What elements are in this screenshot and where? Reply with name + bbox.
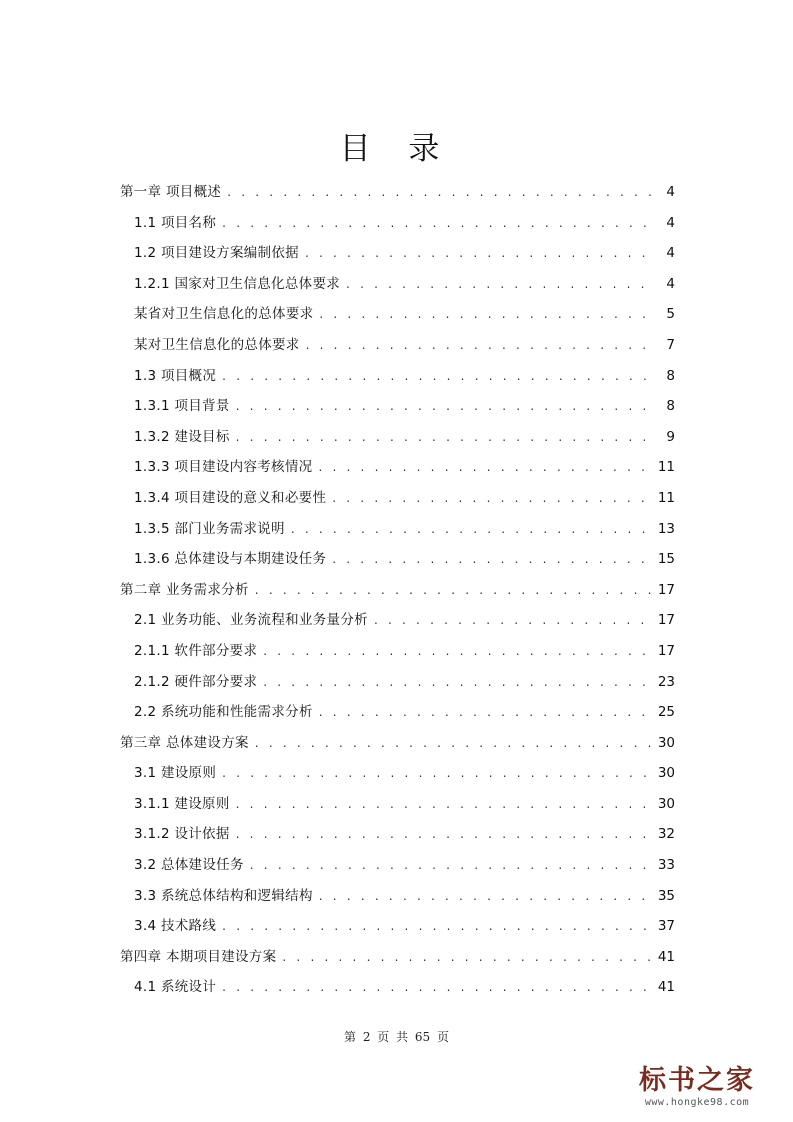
toc-dot-leader [282,942,651,973]
toc-section-entry[interactable] [120,299,675,330]
toc-entry-title: 3.1 建设原则 [134,765,217,782]
toc-page-number: 23 [657,673,675,690]
toc-section-entry[interactable] [120,789,675,820]
toc-entry-title: 1.3.2 建设目标 [134,428,230,445]
table-of-contents [120,177,675,1003]
toc-dot-leader [222,208,655,239]
toc-entry-title: 3.4 技术路线 [134,918,217,935]
toc-section-entry[interactable] [120,238,675,269]
toc-page-number: 32 [657,826,675,843]
toc-entry-title: 1.1 项目名称 [134,214,217,231]
toc-dot-leader [305,238,655,269]
toc-section-entry[interactable] [120,361,675,392]
toc-entry-title: 第一章 项目概述 [120,184,222,200]
toc-page-number: 30 [657,734,675,751]
toc-entry-title: 2.1.2 硬件部分要求 [134,673,258,690]
toc-chapter-entry[interactable] [120,728,675,759]
toc-dot-leader [222,758,652,789]
toc-section-entry[interactable] [120,452,675,483]
toc-entry-title: 3.2 总体建设任务 [134,857,244,874]
toc-section-entry[interactable] [120,391,675,422]
toc-dot-leader [236,422,655,453]
toc-section-entry[interactable] [120,911,675,942]
toc-chapter-entry[interactable] [120,942,675,973]
toc-section-entry[interactable] [120,208,675,239]
toc-entry-title: 3.1.2 设计依据 [134,826,230,843]
toc-entry-title: 第三章 总体建设方案 [120,734,249,751]
toc-page-number: 4 [666,214,675,231]
toc-section-entry[interactable] [120,850,675,881]
page-title: 目 录 [339,131,454,167]
toc-section-entry[interactable] [120,881,675,912]
watermark [617,1066,777,1110]
toc-dot-leader [255,728,652,759]
toc-page-number: 41 [657,948,675,965]
toc-dot-leader [332,483,652,514]
toc-page-number: 25 [657,704,675,721]
toc-entry-title: 1.2.1 国家对卫生信息化总体要求 [134,275,341,292]
toc-page-number: 8 [666,398,675,415]
toc-dot-leader [346,269,655,300]
toc-entry-title: 1.3.5 部门业务需求说明 [134,520,285,537]
toc-entry-title: 第四章 本期项目建设方案 [120,948,277,965]
toc-entry-title: 某省对卫生信息化的总体要求 [134,306,314,323]
toc-chapter-entry[interactable] [120,575,675,606]
toc-dot-leader [319,697,652,728]
toc-entry-title: 4.1 系统设计 [134,979,217,996]
toc-page-number: 9 [666,428,675,445]
toc-section-entry[interactable] [120,544,675,575]
toc-section-entry[interactable] [120,972,675,1003]
toc-page-number: 17 [657,642,675,659]
toc-page-number: 37 [657,918,675,935]
toc-dot-leader [222,972,652,1003]
toc-page-number: 15 [657,551,675,568]
toc-dot-leader [263,667,652,698]
toc-page-number: 8 [666,367,675,384]
toc-section-entry[interactable] [120,483,675,514]
toc-dot-leader [222,361,655,392]
toc-section-entry[interactable] [120,514,675,545]
toc-entry-title: 1.3.3 项目建设内容考核情况 [134,459,313,476]
toc-dot-leader [255,575,652,606]
toc-section-entry[interactable] [120,269,675,300]
toc-dot-leader [222,911,652,942]
toc-section-entry[interactable] [120,819,675,850]
page-footer: 第 2 页 共 65 页 [344,1030,449,1044]
toc-page-number: 13 [657,520,675,537]
toc-section-entry[interactable] [120,758,675,789]
toc-page-number: 41 [657,979,675,996]
toc-dot-leader [291,514,652,545]
watermark-url: www.hongke98.com [644,1097,750,1108]
toc-page-number: 30 [657,795,675,812]
toc-dot-leader [319,299,655,330]
toc-section-entry[interactable] [120,667,675,698]
toc-section-entry[interactable] [120,697,675,728]
toc-entry-title: 3.1.1 建设原则 [134,795,230,812]
toc-entry-title: 1.3.1 项目背景 [134,398,230,415]
toc-section-entry[interactable] [120,330,675,361]
toc-page-number: 4 [666,184,675,200]
toc-dot-leader [263,636,652,667]
toc-entry-title: 3.3 系统总体结构和逻辑结构 [134,887,313,904]
toc-page-number: 4 [666,275,675,292]
toc-dot-leader [306,330,655,361]
toc-dot-leader [374,605,652,636]
toc-page-number: 4 [666,245,675,262]
toc-dot-leader [319,881,652,912]
watermark-logo: 标书之家 [639,1065,755,1096]
toc-entry-title: 1.2 项目建设方案编制依据 [134,245,299,262]
toc-entry-title: 第二章 业务需求分析 [120,581,249,598]
toc-entry-title: 2.1.1 软件部分要求 [134,642,258,659]
toc-dot-leader [236,391,655,422]
toc-page-number: 33 [657,857,675,874]
toc-dot-leader [236,819,652,850]
toc-entry-title: 1.3 项目概况 [134,367,217,384]
toc-entry-title: 某对卫生信息化的总体要求 [134,336,300,353]
toc-page-number: 11 [657,489,675,506]
toc-dot-leader [332,544,652,575]
toc-chapter-entry[interactable] [120,177,675,208]
toc-dot-leader [236,789,652,820]
toc-page-number: 5 [666,306,675,323]
toc-entry-title: 2.1 业务功能、业务流程和业务量分析 [134,612,368,629]
toc-page-number: 11 [657,459,675,476]
toc-entry-title: 1.3.6 总体建设与本期建设任务 [134,551,327,568]
toc-section-entry[interactable] [120,605,675,636]
toc-entry-title: 2.2 系统功能和性能需求分析 [134,704,313,721]
toc-page-number: 17 [657,612,675,629]
toc-entry-title: 1.3.4 项目建设的意义和必要性 [134,489,327,506]
toc-dot-leader [250,850,652,881]
toc-dot-leader [318,452,651,483]
toc-section-entry[interactable] [120,422,675,453]
toc-section-entry[interactable] [120,636,675,667]
toc-page-number: 7 [666,336,675,353]
toc-page-number: 17 [657,581,675,598]
toc-page-number: 30 [657,765,675,782]
toc-page-number: 35 [657,887,675,904]
toc-dot-leader [227,177,655,208]
